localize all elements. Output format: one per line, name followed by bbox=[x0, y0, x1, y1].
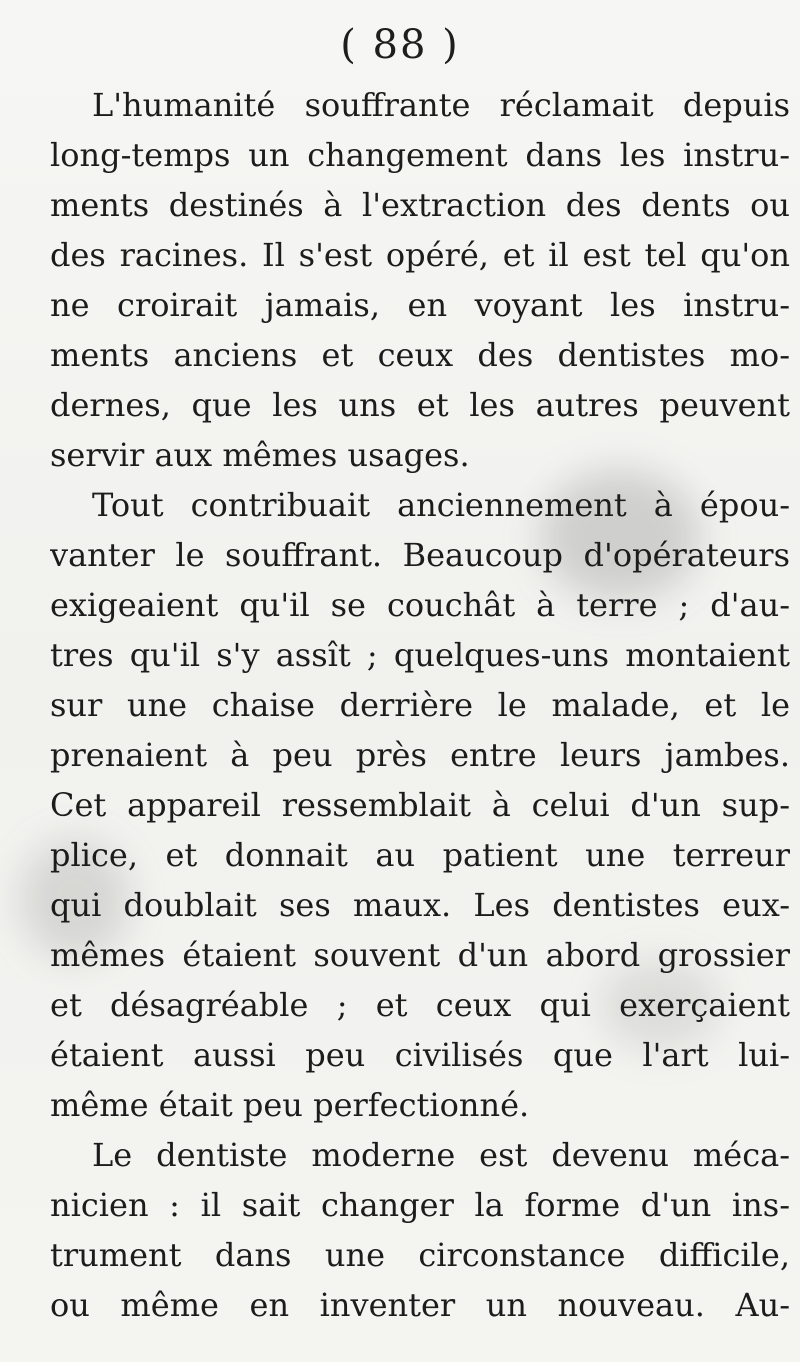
text-line: Le dentiste moderne est devenu méca- bbox=[92, 1136, 790, 1174]
text-line: tres qu'il s'y assît ; quelques-uns montaient bbox=[50, 636, 790, 674]
page-number: ( 88 ) bbox=[340, 22, 460, 68]
text-line: ments destinés à l'extraction des dents ou bbox=[50, 186, 790, 224]
text-line: qui doublait ses maux. Les dentistes eux- bbox=[50, 886, 790, 924]
text-line: Tout contribuait anciennement à épou- bbox=[92, 486, 790, 524]
text-line: des racines. Il s'est opéré, et il est tel qu'on bbox=[50, 236, 790, 274]
text-line: ne croirait jamais, en voyant les instru- bbox=[50, 286, 790, 324]
text-line: ou même en inventer un nouveau. Au- bbox=[50, 1286, 790, 1324]
text-line: vanter le souffrant. Beaucoup d'opérateurs bbox=[50, 536, 790, 574]
text-line: prenaient à peu près entre leurs jambes. bbox=[50, 736, 790, 774]
text-line: exigeaient qu'il se couchât à terre ; d'au- bbox=[50, 586, 790, 624]
text-line: Cet appareil ressemblait à celui d'un sup- bbox=[50, 786, 790, 824]
body-text bbox=[50, 80, 790, 1330]
text-line: ments anciens et ceux des dentistes mo- bbox=[50, 336, 790, 374]
text-line: nicien : il sait changer la forme d'un ins- bbox=[50, 1186, 790, 1224]
text-line: sur une chaise derrière le malade, et le bbox=[50, 686, 790, 724]
text-line: mêmes étaient souvent d'un abord grossier bbox=[50, 936, 790, 974]
text-line: étaient aussi peu civilisés que l'art lui- bbox=[50, 1036, 790, 1074]
text-line: trument dans une circonstance difficile, bbox=[50, 1236, 790, 1274]
text-line: servir aux mêmes usages. bbox=[50, 436, 470, 474]
text-line: et désagréable ; et ceux qui exerçaient bbox=[50, 986, 790, 1024]
text-line: dernes, que les uns et les autres peuvent bbox=[50, 386, 790, 424]
text-line: L'humanité souffrante réclamait depuis bbox=[92, 86, 790, 124]
text-line: long-temps un changement dans les instru- bbox=[50, 136, 790, 174]
text-line: plice, et donnait au patient une terreur bbox=[50, 836, 790, 874]
text-line: même était peu perfectionné. bbox=[50, 1086, 530, 1124]
